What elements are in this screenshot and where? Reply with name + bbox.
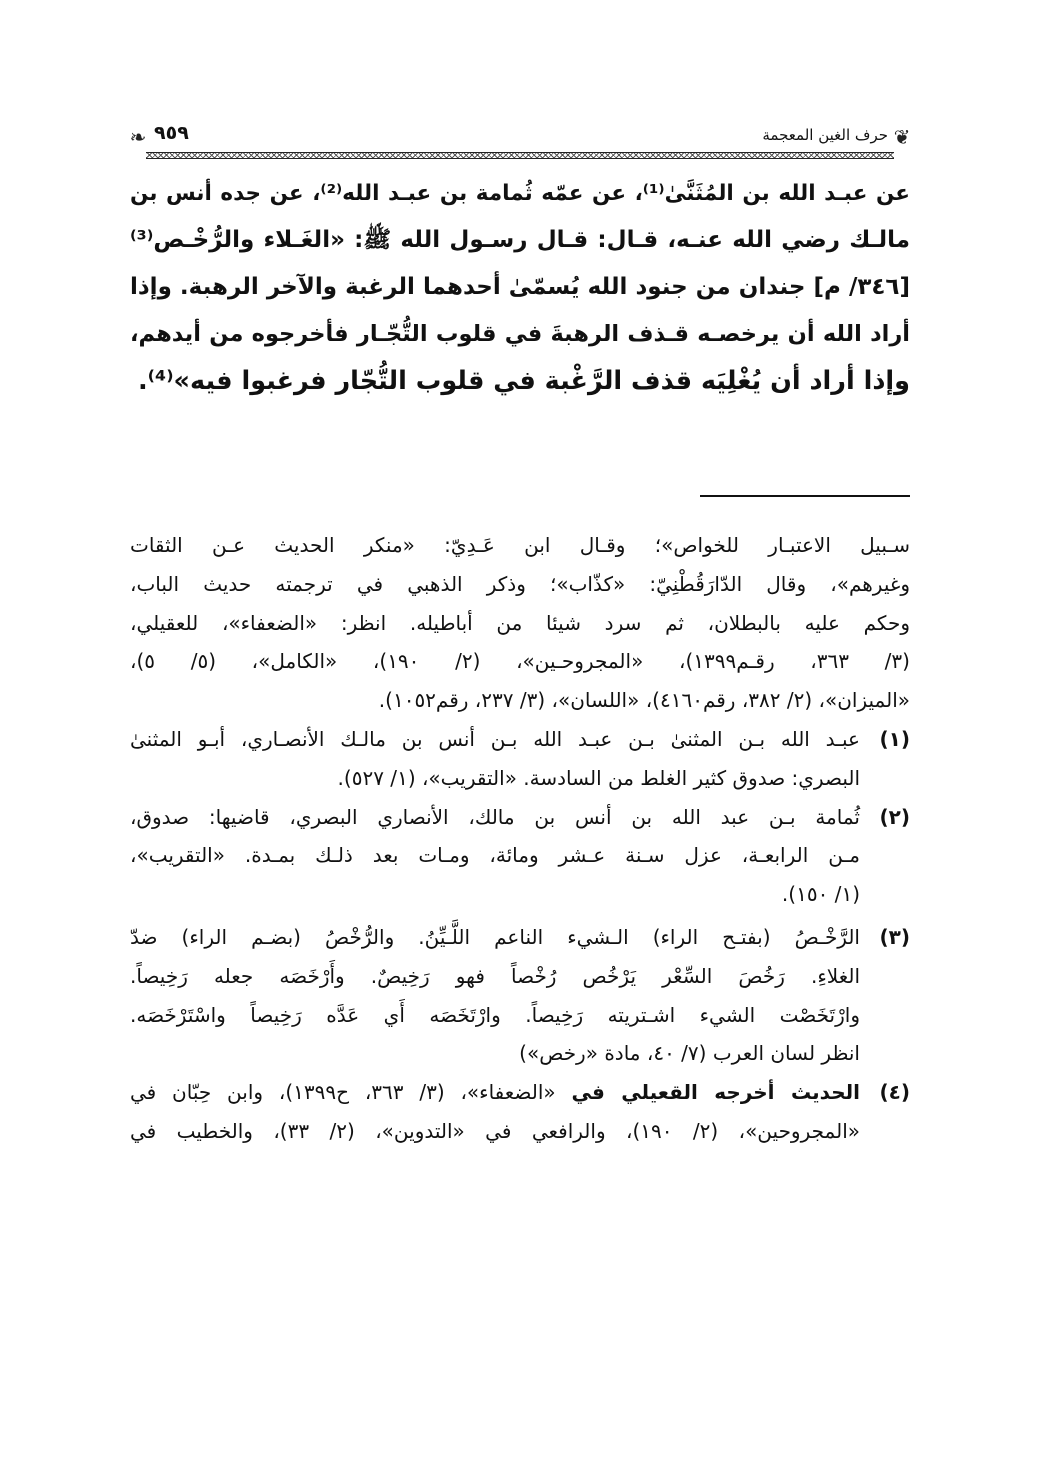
footnote-1 [130,720,910,798]
footnote-number: (٤) [879,1080,910,1105]
footnote-number: (١) [879,726,910,751]
footnote-separator [700,495,910,497]
main-text-line: عن عبـد الله بن المُثَنَّىٰ⁽¹⁾، عن عمّه ثُمامة بن عبـد الله⁽²⁾، عن جده أنس بن [130,181,910,206]
footnote-line: (١/ ١٥٠). [781,882,860,907]
footnote-line: (٣/ ٣٦٣، رقـم١٣٩٩)، «المجروحـين»، (٢/ ١٩٠)، «الكامل»، (٥/ ٥)، [130,649,910,674]
main-text-line: [٣٤٦/ م] جندان من جنود الله يُسمّىٰ أحدهما الرغبة والآخر الرهبة. وإذا [130,274,910,300]
footnote-line: سـبيل الاعتبـار للخواص»؛ وقـال ابن عَـدِيّ: «منكر الحديث عـن الثقات [130,533,910,557]
footnote-line: عبـد الله بـن المثنىٰ بـن عبـد الله بـن أنس بن مالـك الأنصـاري، أبـو المثنىٰ [130,726,860,751]
page-number: ٩٥٩ [154,122,189,144]
footnote-text: «الضعفاء»، (٣/ ٣٦٣، ح١٣٩٩)، وابن حِبّان في [130,1080,572,1105]
footnote-3 [130,918,910,1073]
main-text-line: مالـك رضي الله عنـه، قـال: قـال رسـول الله ﷺ: «الغَـلاء والرُّخْـص⁽³⁾ [130,227,910,253]
footnote-number: (٣) [879,924,910,949]
footnote-number: (٢) [879,804,910,829]
footnote-line: البصري: صدوق كثير الغلط من السادسة. «التقريب»، (١/ ٥٢٧). [337,765,860,790]
header-rule [146,152,894,159]
ornament-icon: ❦ [893,125,911,149]
footnote-line: الرَّخْـصُ (بفتـح الراء) الـشيء الناعم اللَّـيِّنُ. والرُّخْصُ (بضـم الراء) ضدّ [130,924,860,949]
ornament-icon: ❧ [129,125,147,149]
footnote-line: انظر لسان العرب (٧/ ٤٠، مادة «رخص») [519,1041,860,1066]
footnote-line [130,1073,860,1112]
footnote-lead: الحديث أخرجه القعيلي في [571,1080,860,1105]
footnote-2 [130,798,910,914]
footnote-line: الغلاءِ. رَخُصَ السِّعْر يَرْخُص رُخْصاً فهو رَخِيصٌ. وأَرْخَصَه جعله رَخِيصاً. [130,963,860,988]
main-text-line: أراد الله أن يرخصـه قـذف الرهبةَ في قلوب التُّجّـار فأخرجوه من أيدهم، [130,321,910,347]
footnote-continuation [130,526,910,720]
chapter-title: حرف الغين المعجمة [762,126,888,144]
footnote-line: وارْتَخَصْت الشيء اشـتريته رَخِيصاً. وارْتَخَصَه أَي عَدَّه رَخِيصاً واسْتَرْخَصَه. [130,1002,860,1027]
footnote-line: «الميزان»، (٢/ ٣٨٢، رقم٤١٦٠)، «اللسان»، (٣/ ٢٣٧، رقم١٠٥٢). [378,688,910,713]
footnote-line: مـن الرابعـة، عزل سـنة عـشر ومائة، ومـات بعد ذلـك بمـدة. «التقريب»، [130,843,860,868]
main-text-line: وإذا أراد أن يُغْلِيَه قذف الرَّغْبة في قلوب التُّجّار فرغبوا فيه»⁽⁴⁾. [137,366,910,396]
footnote-4 [130,1073,910,1151]
footnote-line: ثُمامة بـن عبد الله بن أنس بن مالك، الأنصاري البصري، قاضيها: صدوق، [130,804,860,829]
footnote-line: وحكم عليه بالبطلان، ثم سرد شيئا من أباطيله. انظر: «الضعفاء»، للعقيلي، [130,610,910,635]
page-header [128,118,912,160]
footnotes [130,526,910,1151]
main-text [130,170,910,405]
footnote-line: «المجروحين»، (٢/ ١٩٠)، والرافعي في «التدوين»، (٢/ ٣٣)، والخطيب في [130,1118,860,1143]
footnote-line: وغيرهم»، وقال الدّارَقُطْنِيّ: «كذّاب»؛ وذكر الذهبي في ترجمته حديث الباب، [130,571,910,596]
